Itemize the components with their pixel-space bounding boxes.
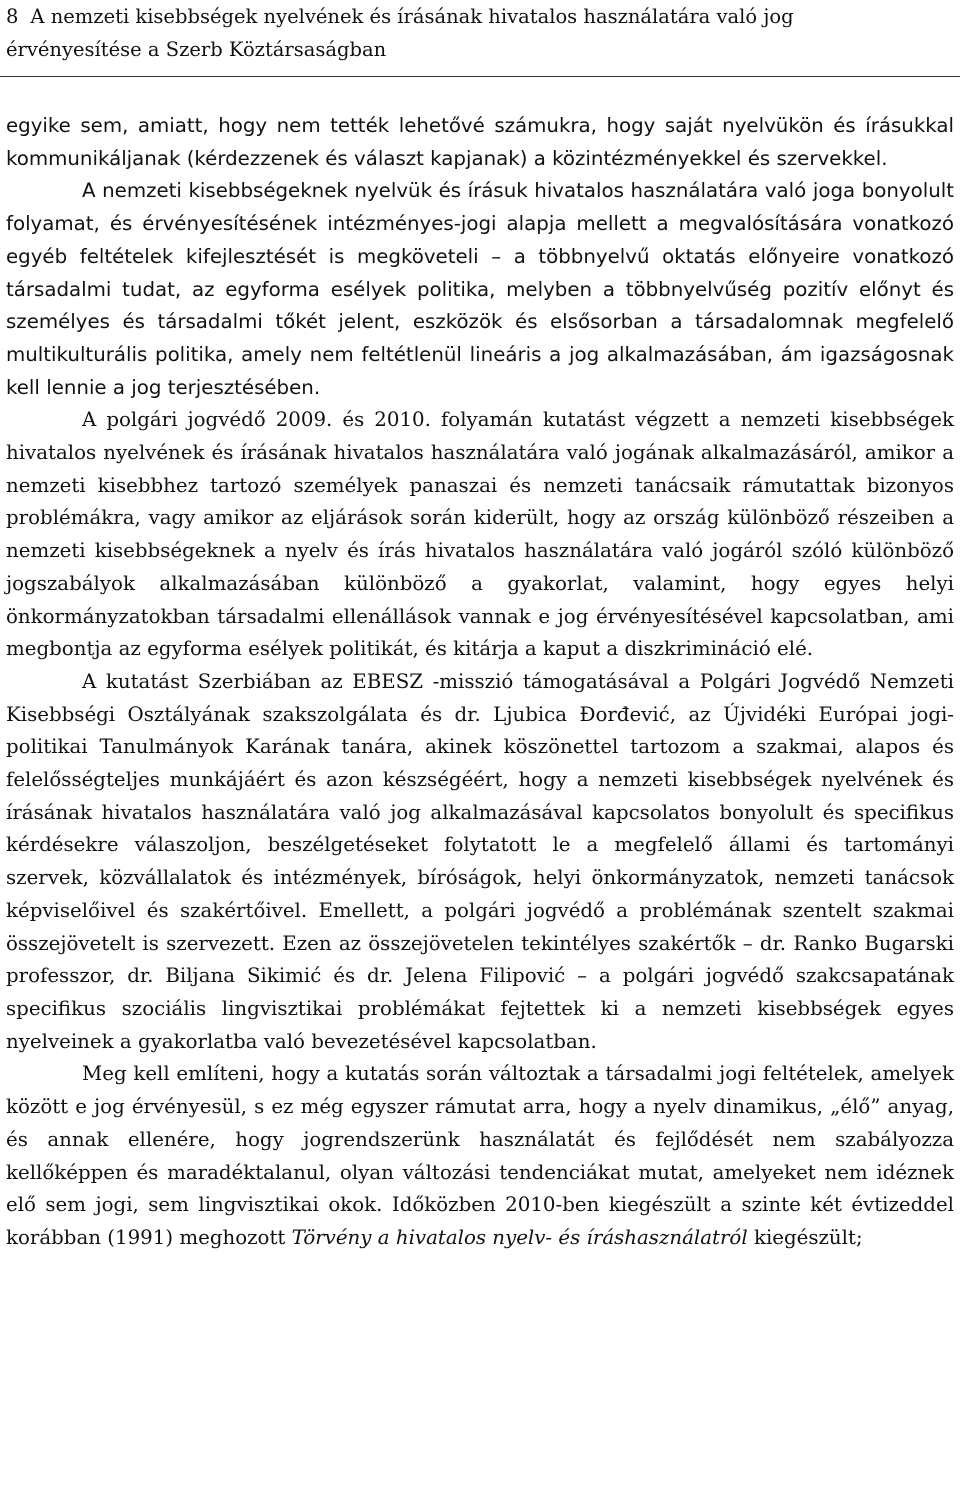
paragraph-3: A polgári jogvédő 2009. és 2010. folyamán kutatást végzett a nemzeti kisebbségek hivatalos nyelvének és írásának hivatalos használatára való jogának alkalmazásáról, amikor a nemzeti kisebbhez tartozó személyek panaszai és nemzeti tanácsaik rámutattak bizonyos problémákra, vagy amikor az eljárások során kiderült, hogy az ország különböző részeiben a nemzeti kisebbségeknek a nyelv és írás hivatalos használatára való jogáról szóló különböző jogszabályok alkalmazásában különböző a gyakorlat, valamint, hogy egyes helyi önkormányzatokban társadalmi ellenállások vannak e jog érvényesítésével kapcsolatban, ami megbontja az egyforma esélyek politikát, és kitárja a kaput a diszkrimináció elé. [6, 408, 954, 661]
header-divider [0, 76, 960, 77]
paragraph-1: egyike sem, amiatt, hogy nem tették lehetővé számukra, hogy saját nyelvükön és írásukkal kommunikáljanak (kérdezzenek és választ kapjanak) a közintézményekkel és szervekkel. [6, 114, 954, 170]
running-header [6, 0, 946, 66]
header-title-line-1: A nemzeti kisebbségek nyelvének és írásának hivatalos használatára való jog [30, 5, 794, 28]
paragraph-5 [6, 1058, 954, 1254]
law-title: Törvény a hivatalos nyelv- és íráshasználatról [291, 1225, 748, 1249]
paragraph-4: A kutatást Szerbiában az EBESZ -misszió támogatásával a Polgári Jogvédő Nemzeti Kisebbségi Osztályának szakszolgálata és dr. Ljubica Đorđević, az Újvidéki Európai jogi-politikai Tanulmányok Karának tanára, akinek köszönettel tartozom a szakmai, alapos és felelősségteljes munkájáért és azon készségéért, hogy a nemzeti kisebbségek nyelvének és írásának hivatalos használatára való jog alkalmazásával kapcsolatos bonyolult és specifikus kérdésekre válaszoljon, beszélgetéseket folytatott le a megfelelő állami és tartományi szervek, közvállalatok és intézmények, bíróságok, helyi önkormányzatok, nemzeti tanácsok képviselőivel és szakértőivel. Emellett, a polgári jogvédő a problémának szentelt szakmai összejövetelt is szervezett. Ezen az összejövetelen tekintélyes szakértők – dr. Ranko Bugarski professzor, dr. Biljana Sikimić és dr. Jelena Filipović – a polgári jogvédő szakcsapatának specifikus szociális lingvisztikai problémákat fejtettek ki a nemzeti kisebbségek egyes nyelveinek a gyakorlatba való bevezetésével kapcsolatban. [6, 669, 954, 1053]
paragraph-2: A nemzeti kisebbségeknek nyelvük és írásuk hivatalos használatára való joga bonyolult folyamat, és érvényesítésének intézményes-jogi alapja mellett a megvalósítására vonatkozó egyéb feltételek kifejlesztését is megköveteli – a többnyelvű oktatás előnyeire vonatkozó társadalmi tudat, az egyforma esélyek politika, melyben a többnyelvűség pozitív előnyt és személyes és társadalmi tőkét jelent, eszközök és elsősorban a társadalomnak megfelelő multikulturális politika, amely nem feltétlenül lineáris a jog alkalmazásában, ám igazságosnak kell lennie a jog terjesztésében. [6, 179, 954, 399]
paragraph-5-tail: kiegészült; [747, 1225, 863, 1249]
header-title-line-2: érvényesítése a Szerb Köztársaságban [6, 38, 387, 61]
page-number: 8 [6, 5, 19, 28]
body-text [6, 110, 954, 1255]
paragraph-5-text: Meg kell említeni, hogy a kutatás során változtak a társadalmi jogi feltételek, amelyek között e jog érvényesül, s ez még egyszer rámutat arra, hogy a nyelv dinamikus, „élő” anyag, és annak ellenére, hogy jogrendszerünk használatát és fejlődését nem szabályozza kellőképpen és maradéktalanul, olyan változási tendenciákat mutat, amelyeket nem idéznek elő sem jogi, sem lingvisztikai okok. Időközben 2010-ben kiegészült a szinte két évtizeddel korábban (1991) meghozott [6, 1062, 954, 1249]
